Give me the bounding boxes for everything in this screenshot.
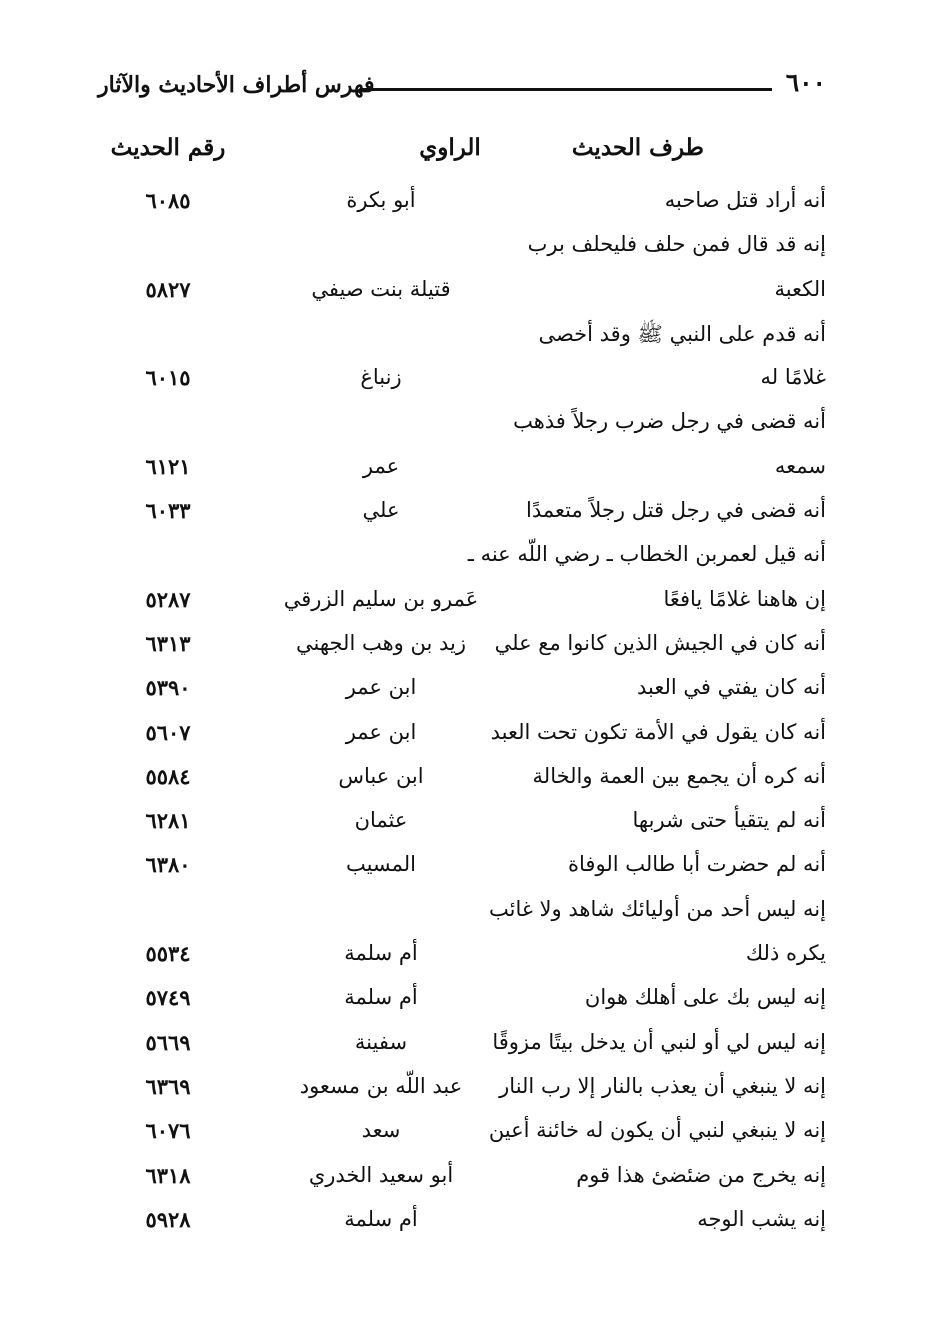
hadith-number: ٥٢٨٧ [145, 586, 191, 612]
narrator-name: المسيب [345, 852, 417, 877]
hadith-text: غلامًا له [760, 365, 826, 390]
hadith-number: ٥٨٢٧ [145, 276, 191, 302]
table-row [98, 446, 826, 490]
table-row [98, 224, 826, 268]
table-row [98, 977, 826, 1021]
hadith-text: أنه قدم على النبي ﷺ وقد أخصى [538, 321, 826, 346]
hadith-text: إنه ليس أحد من أوليائك شاهد ولا غائب [489, 896, 826, 921]
hadith-text: إن هاهنا غلامًا يافعًا [663, 586, 826, 611]
hadith-number: ٦٠٧٦ [145, 1118, 191, 1144]
table-row [98, 623, 826, 667]
hadith-text: أنه كان يقول في الأمة تكون تحت العبد [490, 719, 826, 744]
table-row [98, 180, 826, 224]
narrator-name: قتيلة بنت صيفي [311, 276, 451, 301]
column-header-narrator: الراوي [419, 134, 481, 161]
column-header-hadith: طرف الحديث [571, 134, 704, 161]
table-row [98, 1110, 826, 1154]
table-row [98, 712, 826, 756]
narrator-name: أبو بكرة [346, 188, 416, 212]
hadith-number: ٦٣١٣ [145, 630, 191, 656]
narrator-name: عثمان [354, 808, 408, 833]
table-row [98, 357, 826, 401]
table-row [98, 1022, 826, 1066]
table-row [98, 1066, 826, 1110]
hadith-number: ٦٣٦٩ [145, 1073, 191, 1099]
narrator-name: أم سلمة [344, 1206, 418, 1231]
table-row [98, 269, 826, 313]
index-table [98, 180, 826, 1243]
hadith-text: أنه قيل لعمربن الخطاب ـ رضي اللّه عنه ـ [467, 542, 826, 567]
hadith-text: أنه كره أن يجمع بين العمة والخالة [532, 763, 826, 788]
narrator-name: علي [362, 498, 400, 523]
hadith-text: الكعبة [774, 276, 826, 301]
narrator-name: زنباغ [360, 365, 402, 390]
hadith-number: ٦٠٨٥ [145, 188, 191, 213]
hadith-text: إنه قد قال فمن حلف فليحلف برب [527, 232, 826, 257]
hadith-text: أنه لم يتقيأ حتى شربها [632, 808, 826, 833]
hadith-number: ٥٥٨٤ [145, 763, 191, 789]
hadith-number: ٦٣١٨ [145, 1162, 191, 1188]
table-row [98, 579, 826, 623]
hadith-text: أنه كان في الجيش الذين كانوا مع علي [494, 630, 826, 655]
table-row [98, 490, 826, 534]
table-row [98, 844, 826, 888]
narrator-name: أم سلمة [344, 941, 418, 966]
narrator-name: عمر [362, 453, 400, 478]
narrator-name: عبد اللّه بن مسعود [299, 1073, 463, 1098]
table-row [98, 534, 826, 578]
narrator-name: سفينة [354, 1029, 408, 1054]
hadith-text: يكره ذلك [745, 941, 826, 966]
hadith-text: إنه لا ينبغي أن يعذب بالنار إلا رب النار [499, 1073, 826, 1098]
hadith-number: ٥٧٤٩ [145, 985, 191, 1011]
hadith-number: ٦٠٣٣ [145, 498, 191, 524]
hadith-text: سمعه [774, 453, 826, 478]
hadith-number: ٥٦٠٧ [145, 719, 191, 745]
hadith-text: إنه ليس لي أو لنبي أن يدخل بيتًا مزوقًا [492, 1029, 826, 1054]
hadith-text: أنه لم حضرت أبا طالب الوفاة [568, 852, 826, 877]
hadith-text: إنه يشب الوجه [697, 1206, 826, 1231]
table-row [98, 667, 826, 711]
table-row [98, 800, 826, 844]
narrator-name: سعد [361, 1118, 401, 1143]
hadith-text: أنه قضى في رجل ضرب رجلاً فذهب [513, 409, 826, 434]
hadith-text: إنه لا ينبغي لنبي أن يكون له خائنة أعين [488, 1118, 826, 1143]
narrator-name: ابن عمر [345, 675, 417, 700]
page-header [98, 64, 826, 108]
header-rule [360, 88, 772, 91]
table-row [98, 933, 826, 977]
hadith-number: ٥٩٢٨ [145, 1206, 191, 1232]
hadith-number: ٥٥٣٤ [145, 941, 191, 967]
narrator-name: ابن عمر [345, 719, 417, 744]
narrator-name: أبو سعيد الخدري [308, 1162, 454, 1187]
narrator-name: أم سلمة [344, 985, 418, 1010]
table-row [98, 401, 826, 445]
page-number: ٦٠٠ [785, 68, 826, 97]
narrator-name: عَمرو بن سليم الزرقي [283, 586, 479, 611]
hadith-number: ٥٦٦٩ [145, 1029, 191, 1055]
column-header-number: رقم الحديث [110, 134, 226, 161]
hadith-number: ٥٣٩٠ [145, 675, 191, 701]
table-row [98, 1155, 826, 1199]
column-headers [98, 134, 826, 170]
hadith-number: ٦١٢١ [145, 453, 191, 479]
hadith-number: ٦٢٨١ [145, 808, 191, 834]
hadith-text: أنه قضى في رجل قتل رجلاً متعمدًا [526, 498, 826, 523]
hadith-text: إنه ليس بك على أهلك هوان [584, 985, 826, 1010]
hadith-number: ٦٣٨٠ [145, 852, 191, 878]
table-row [98, 889, 826, 933]
table-row [98, 313, 826, 357]
hadith-text: أنه أراد قتل صاحبه [664, 188, 826, 212]
hadith-text: إنه يخرج من ضئضئ هذا قوم [576, 1162, 826, 1187]
narrator-name: ابن عباس [338, 763, 424, 788]
narrator-name: زيد بن وهب الجهني [295, 630, 466, 655]
hadith-text: أنه كان يفتي في العبد [636, 675, 826, 700]
table-row [98, 1199, 826, 1243]
table-row [98, 756, 826, 800]
running-title: فهرس أطراف الأحاديث والآثار [98, 72, 375, 98]
hadith-number: ٦٠١٥ [145, 365, 191, 391]
